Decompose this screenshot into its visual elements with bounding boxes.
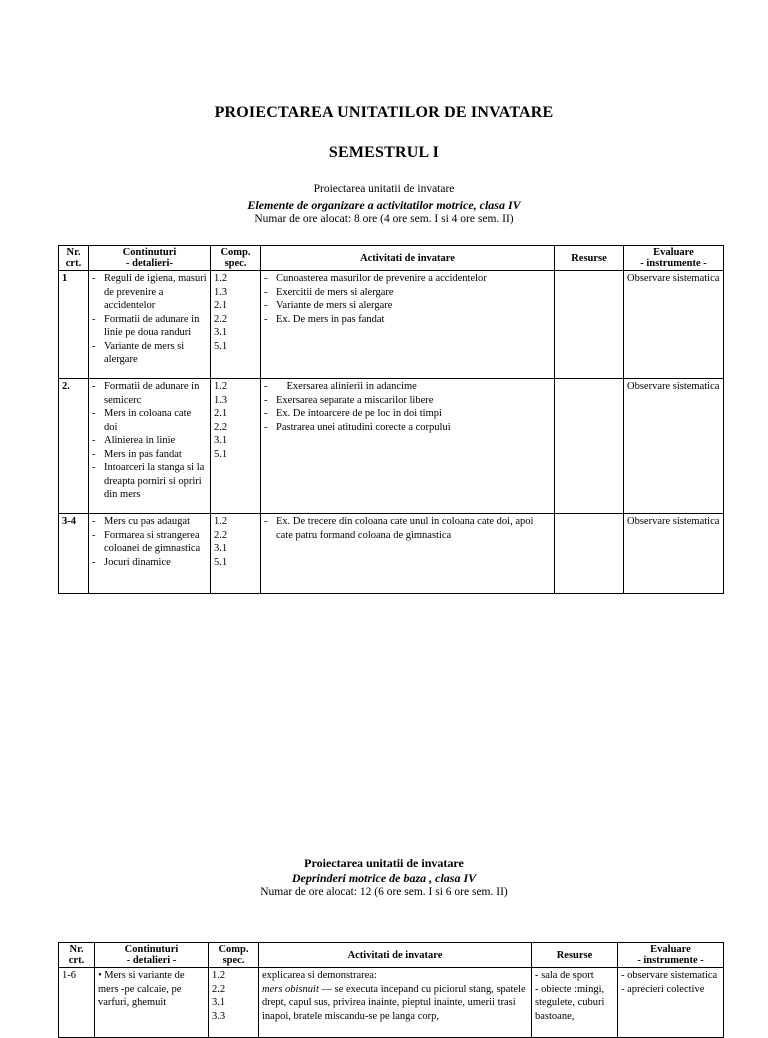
row-evaluation: - observare sistematica - aprecieri colective [618, 968, 724, 1038]
header-content: Continuturi - detalieri- [89, 246, 211, 271]
unit2-hours: Numar de ore alocat: 12 (6 ore sem. I si 6 ore sem. II) [260, 886, 508, 898]
row-comp: 1.2 1.3 2.1 2.2 3.1 5.1 [211, 271, 261, 379]
table-row [59, 379, 724, 514]
row-resources [555, 379, 624, 514]
row-evaluation: Observare sistematica [624, 514, 724, 594]
unit1-heading: Proiectarea unitatii de invatare [313, 183, 455, 195]
row-content: - Mers cu pas adaugat - Formarea si strangerea coloanei de gimnastica - Jocuri dinamice [89, 514, 211, 594]
header-nr: Nr. crt. [59, 943, 95, 968]
header-resources: Resurse [532, 943, 618, 968]
row-activities: explicarea si demonstrarea: mers obisnuit — se executa incepand cu piciorul stang, spatele drept, capul sus, privirea inainte, pieptul inainte, umerii trasi inapoi, bratele miscandu-se pe langa corp, [259, 968, 532, 1038]
row-nr: 1-6 [59, 968, 95, 1038]
row-evaluation: Observare sistematica [624, 271, 724, 379]
header-evaluation: Evaluare - instrumente - [624, 246, 724, 271]
row-resources [555, 514, 624, 594]
row-comp: 1.2 2.2 3.1 5.1 [211, 514, 261, 594]
row-activities: - Exersarea alinierii in adancime - Exersarea separate a miscarilor libere - Ex. De intoarcere de pe loc in doi timpi - Pastrarea unei atitudini corecte a corpului [261, 379, 555, 514]
header-comp: Comp. spec. [209, 943, 259, 968]
table-row [59, 514, 724, 594]
unit2-subtitle: Deprinderi motrice de baza , clasa IV [291, 871, 477, 885]
table-row [59, 968, 724, 1038]
row-content: - Reguli de igiena, masuri de prevenire a accidentelor - Formatii de adunare in linie pe doua randuri - Variante de mers si alergare [89, 271, 211, 379]
row-resources [555, 271, 624, 379]
header-evaluation: Evaluare - instrumente - [618, 943, 724, 968]
unit2-heading: Proiectarea unitatii de invatare [304, 856, 464, 870]
row-resources: - sala de sport - obiecte :mingi, stegulete, cuburi bastoane, [532, 968, 618, 1038]
header-activities: Activitati de invatare [261, 246, 555, 271]
row-comp: 1.2 1.3 2.1 2.2 3.1 5.1 [211, 379, 261, 514]
unit1-subtitle: Elemente de organizare a activitatilor motrice, clasa IV [247, 198, 521, 212]
page-title: PROIECTAREA UNITATILOR DE INVATARE [214, 104, 554, 121]
header-comp: Comp. spec. [211, 246, 261, 271]
row-content: • Mers si variante de mers -pe calcaie, pe varfuri, ghemuit [95, 968, 209, 1038]
row-nr: 3-4 [59, 514, 89, 594]
header-resources: Resurse [555, 246, 624, 271]
header-content: Continuturi - detalieri - [95, 943, 209, 968]
header-activities: Activitati de invatare [259, 943, 532, 968]
semester-title: SEMESTRUL I [328, 144, 440, 161]
row-nr: 1 [59, 271, 89, 379]
row-activities: - Ex. De trecere din coloana cate unul in coloana cate doi, apoi cate patru formand coloana de gimnastica [261, 514, 555, 594]
unit1-hours: Numar de ore alocat: 8 ore (4 ore sem. I si 4 ore sem. II) [254, 213, 514, 225]
row-evaluation: Observare sistematica [624, 379, 724, 514]
unit1-table [58, 245, 724, 594]
row-activities: - Cunoasterea masurilor de prevenire a accidentelor - Exercitii de mers si alergare - Variante de mers si alergare - Ex. De mers in pas fandat [261, 271, 555, 379]
table-row [59, 271, 724, 379]
row-nr: 2. [59, 379, 89, 514]
header-nr: Nr. crt. [59, 246, 89, 271]
row-comp: 1.2 2.2 3.1 3.3 [209, 968, 259, 1038]
row-content: - Formatii de adunare in semicerc - Mers in coloana cate doi - Alinierea in linie - Mers in pas fandat - Intoarceri la stanga si la dreapta porniri si opriri din mers [89, 379, 211, 514]
